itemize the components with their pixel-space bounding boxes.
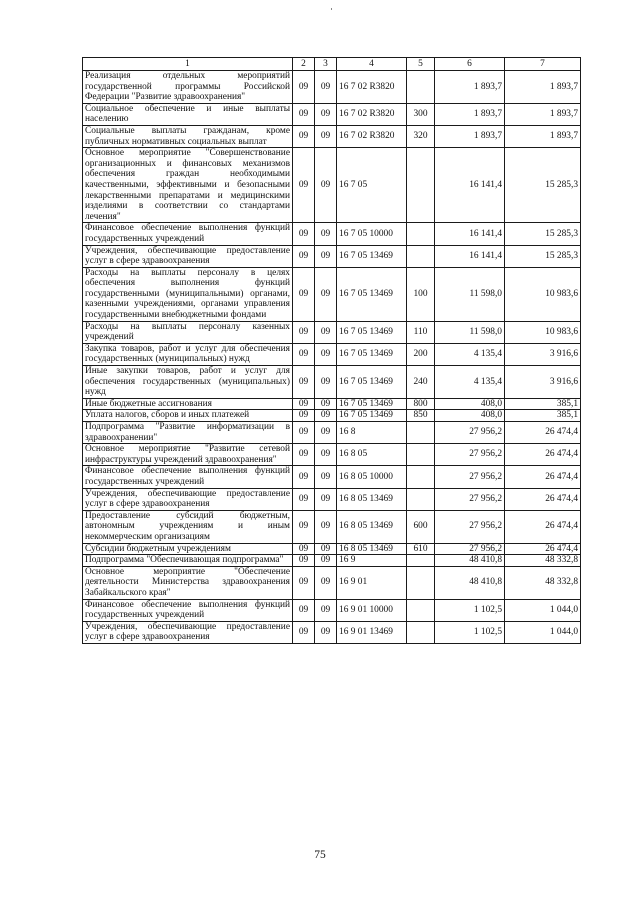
section-code-cell: 09 xyxy=(293,71,315,104)
expense-type-cell: 850 xyxy=(407,410,435,422)
section-code-cell: 09 xyxy=(293,398,315,410)
subsection-code-cell: 09 xyxy=(315,343,337,365)
row-name-cell: Финансовое обеспечение выполнения функций государственных учреждений xyxy=(83,223,293,245)
expense-type-cell: 240 xyxy=(407,366,435,399)
section-code-cell: 09 xyxy=(293,321,315,343)
table-header-row xyxy=(83,58,581,71)
amount-actual-cell: 10 983,6 xyxy=(505,267,581,321)
table-row xyxy=(83,343,581,365)
section-code-cell: 09 xyxy=(293,466,315,488)
expense-type-cell xyxy=(407,566,435,599)
section-code-cell: 09 xyxy=(293,267,315,321)
target-article-cell: 16 8 05 13469 xyxy=(337,510,407,543)
subsection-code-cell: 09 xyxy=(315,103,337,125)
amount-plan-cell: 408,0 xyxy=(435,410,505,422)
target-article-cell: 16 8 05 13469 xyxy=(337,488,407,510)
row-name-cell: Субсидии бюджетным учреждениям xyxy=(83,543,293,555)
amount-actual-cell: 15 285,3 xyxy=(505,223,581,245)
target-article-cell: 16 7 05 13469 xyxy=(337,321,407,343)
section-code-cell: 09 xyxy=(293,555,315,567)
amount-actual-cell: 3 916,6 xyxy=(505,366,581,399)
row-name-cell: Финансовое обеспечение выполнения функций государственных учреждений xyxy=(83,599,293,621)
expense-type-cell xyxy=(407,555,435,567)
table-row xyxy=(83,223,581,245)
column-header: 4 xyxy=(337,58,407,71)
row-name-cell: Расходы на выплаты персоналу в целях обеспечения выполнения функций государственными (муниципальными) органами, казенными учреждениями, органами управления государственными внебюджетными фондами xyxy=(83,267,293,321)
subsection-code-cell: 09 xyxy=(315,410,337,422)
table-row xyxy=(83,267,581,321)
target-article-cell: 16 7 05 13469 xyxy=(337,366,407,399)
subsection-code-cell: 09 xyxy=(315,488,337,510)
amount-actual-cell: 26 474,4 xyxy=(505,488,581,510)
amount-actual-cell: 26 474,4 xyxy=(505,444,581,466)
row-name-cell: Основное мероприятие "Совершенствование организационных и финансовых механизмов обеспечения граждан необходимыми качественными, эффективными и безопасными лекарственными препаратами и медицинскими изделиями в соответствии со стандартами лечения" xyxy=(83,148,293,223)
expense-type-cell xyxy=(407,148,435,223)
section-code-cell: 09 xyxy=(293,599,315,621)
table-row xyxy=(83,148,581,223)
row-name-cell: Закупка товаров, работ и услуг для обеспечения государственных (муниципальных) нужд xyxy=(83,343,293,365)
amount-actual-cell: 385,1 xyxy=(505,398,581,410)
row-name-cell: Предоставление субсидий бюджетным, автономным учреждениям и иным некоммерческим организациям xyxy=(83,510,293,543)
subsection-code-cell: 09 xyxy=(315,510,337,543)
target-article-cell: 16 9 01 xyxy=(337,566,407,599)
amount-actual-cell: 26 474,4 xyxy=(505,466,581,488)
target-article-cell: 16 9 01 10000 xyxy=(337,599,407,621)
target-article-cell: 16 7 05 13469 xyxy=(337,343,407,365)
amount-plan-cell: 27 956,2 xyxy=(435,543,505,555)
table-row xyxy=(83,466,581,488)
expense-type-cell xyxy=(407,245,435,267)
target-article-cell: 16 7 05 13469 xyxy=(337,245,407,267)
row-name-cell: Расходы на выплаты персоналу казенных учреждений xyxy=(83,321,293,343)
subsection-code-cell: 09 xyxy=(315,267,337,321)
page-number: 75 xyxy=(314,849,326,861)
target-article-cell: 16 7 05 10000 xyxy=(337,223,407,245)
expense-type-cell: 320 xyxy=(407,125,435,147)
amount-actual-cell: 26 474,4 xyxy=(505,510,581,543)
expense-type-cell: 300 xyxy=(407,103,435,125)
expense-type-cell xyxy=(407,466,435,488)
amount-plan-cell: 27 956,2 xyxy=(435,488,505,510)
subsection-code-cell: 09 xyxy=(315,599,337,621)
section-code-cell: 09 xyxy=(293,488,315,510)
table-row xyxy=(83,444,581,466)
expense-type-cell: 200 xyxy=(407,343,435,365)
section-code-cell: 09 xyxy=(293,444,315,466)
subsection-code-cell: 09 xyxy=(315,148,337,223)
section-code-cell: 09 xyxy=(293,125,315,147)
subsection-code-cell: 09 xyxy=(315,71,337,104)
column-header: 7 xyxy=(505,58,581,71)
expense-type-cell xyxy=(407,223,435,245)
expense-type-cell: 610 xyxy=(407,543,435,555)
subsection-code-cell: 09 xyxy=(315,125,337,147)
column-header: 1 xyxy=(83,58,293,71)
target-article-cell: 16 8 05 xyxy=(337,444,407,466)
column-header: 3 xyxy=(315,58,337,71)
row-name-cell: Реализация отдельных мероприятий государственной программы Российской Федерации "Развитие здравоохранения" xyxy=(83,71,293,104)
row-name-cell: Социальное обеспечение и иные выплаты населению xyxy=(83,103,293,125)
subsection-code-cell: 09 xyxy=(315,621,337,643)
table-row xyxy=(83,599,581,621)
amount-plan-cell: 16 141,4 xyxy=(435,245,505,267)
amount-plan-cell: 1 102,5 xyxy=(435,621,505,643)
amount-plan-cell: 48 410,8 xyxy=(435,566,505,599)
target-article-cell: 16 7 02 R3820 xyxy=(337,103,407,125)
subsection-code-cell: 09 xyxy=(315,555,337,567)
section-code-cell: 09 xyxy=(293,148,315,223)
amount-actual-cell: 15 285,3 xyxy=(505,148,581,223)
section-code-cell: 09 xyxy=(293,366,315,399)
budget-table xyxy=(82,57,581,644)
amount-actual-cell: 3 916,6 xyxy=(505,343,581,365)
table-row xyxy=(83,125,581,147)
target-article-cell: 16 7 05 xyxy=(337,148,407,223)
row-name-cell: Учреждения, обеспечивающие предоставление услуг в сфере здравоохранения xyxy=(83,245,293,267)
table-row xyxy=(83,488,581,510)
row-name-cell: Финансовое обеспечение выполнения функций государственных учреждений xyxy=(83,466,293,488)
table-row xyxy=(83,621,581,643)
table-row xyxy=(83,422,581,444)
amount-plan-cell: 11 598,0 xyxy=(435,321,505,343)
subsection-code-cell: 09 xyxy=(315,245,337,267)
row-name-cell: Социальные выплаты гражданам, кроме публичных нормативных социальных выплат xyxy=(83,125,293,147)
target-article-cell: 16 7 05 13469 xyxy=(337,410,407,422)
table-row xyxy=(83,398,581,410)
row-name-cell: Уплата налогов, сборов и иных платежей xyxy=(83,410,293,422)
expense-type-cell xyxy=(407,71,435,104)
amount-actual-cell: 48 332,8 xyxy=(505,566,581,599)
table-row xyxy=(83,555,581,567)
subsection-code-cell: 09 xyxy=(315,566,337,599)
amount-plan-cell: 1 893,7 xyxy=(435,103,505,125)
amount-plan-cell: 4 135,4 xyxy=(435,343,505,365)
expense-type-cell: 600 xyxy=(407,510,435,543)
subsection-code-cell: 09 xyxy=(315,543,337,555)
table-row xyxy=(83,566,581,599)
table-row xyxy=(83,103,581,125)
amount-actual-cell: 1 044,0 xyxy=(505,621,581,643)
expense-type-cell xyxy=(407,422,435,444)
row-name-cell: Учреждения, обеспечивающие предоставление услуг в сфере здравоохранения xyxy=(83,621,293,643)
section-code-cell: 09 xyxy=(293,223,315,245)
amount-plan-cell: 27 956,2 xyxy=(435,510,505,543)
target-article-cell: 16 7 02 R3820 xyxy=(337,125,407,147)
amount-plan-cell: 4 135,4 xyxy=(435,366,505,399)
expense-type-cell xyxy=(407,488,435,510)
row-name-cell: Учреждения, обеспечивающие предоставление услуг в сфере здравоохранения xyxy=(83,488,293,510)
section-code-cell: 09 xyxy=(293,103,315,125)
expense-type-cell xyxy=(407,444,435,466)
target-article-cell: 16 7 05 13469 xyxy=(337,398,407,410)
subsection-code-cell: 09 xyxy=(315,422,337,444)
amount-actual-cell: 1 893,7 xyxy=(505,71,581,104)
target-article-cell: 16 9 xyxy=(337,555,407,567)
row-name-cell: Иные закупки товаров, работ и услуг для обеспечения государственных (муниципальных) нужд xyxy=(83,366,293,399)
section-code-cell: 09 xyxy=(293,245,315,267)
table-row xyxy=(83,321,581,343)
table-body xyxy=(83,71,581,644)
section-code-cell: 09 xyxy=(293,621,315,643)
amount-plan-cell: 408,0 xyxy=(435,398,505,410)
amount-plan-cell: 27 956,2 xyxy=(435,422,505,444)
amount-actual-cell: 26 474,4 xyxy=(505,543,581,555)
amount-plan-cell: 48 410,8 xyxy=(435,555,505,567)
amount-actual-cell: 1 893,7 xyxy=(505,125,581,147)
amount-actual-cell: 385,1 xyxy=(505,410,581,422)
section-code-cell: 09 xyxy=(293,410,315,422)
amount-plan-cell: 27 956,2 xyxy=(435,466,505,488)
column-header: 2 xyxy=(293,58,315,71)
subsection-code-cell: 09 xyxy=(315,321,337,343)
amount-plan-cell: 16 141,4 xyxy=(435,148,505,223)
section-code-cell: 09 xyxy=(293,510,315,543)
amount-actual-cell: 10 983,6 xyxy=(505,321,581,343)
section-code-cell: 09 xyxy=(293,343,315,365)
amount-actual-cell: 1 044,0 xyxy=(505,599,581,621)
amount-plan-cell: 16 141,4 xyxy=(435,223,505,245)
target-article-cell: 16 9 01 13469 xyxy=(337,621,407,643)
amount-actual-cell: 1 893,7 xyxy=(505,103,581,125)
scan-speck xyxy=(331,8,332,10)
table-row xyxy=(83,71,581,104)
subsection-code-cell: 09 xyxy=(315,223,337,245)
amount-plan-cell: 1 893,7 xyxy=(435,71,505,104)
table-row xyxy=(83,410,581,422)
table-row xyxy=(83,510,581,543)
table-row xyxy=(83,245,581,267)
target-article-cell: 16 8 05 10000 xyxy=(337,466,407,488)
amount-actual-cell: 26 474,4 xyxy=(505,422,581,444)
section-code-cell: 09 xyxy=(293,543,315,555)
row-name-cell: Основное мероприятие "Обеспечение деятельности Министерства здравоохранения Забайкальского края" xyxy=(83,566,293,599)
subsection-code-cell: 09 xyxy=(315,366,337,399)
target-article-cell: 16 7 05 13469 xyxy=(337,267,407,321)
subsection-code-cell: 09 xyxy=(315,444,337,466)
section-code-cell: 09 xyxy=(293,566,315,599)
expense-type-cell xyxy=(407,621,435,643)
expense-type-cell: 100 xyxy=(407,267,435,321)
row-name-cell: Подпрограмма "Развитие информатизации в здравоохранении" xyxy=(83,422,293,444)
amount-plan-cell: 11 598,0 xyxy=(435,267,505,321)
column-header: 6 xyxy=(435,58,505,71)
expense-type-cell: 800 xyxy=(407,398,435,410)
amount-actual-cell: 48 332,8 xyxy=(505,555,581,567)
amount-plan-cell: 27 956,2 xyxy=(435,444,505,466)
subsection-code-cell: 09 xyxy=(315,398,337,410)
expense-type-cell: 110 xyxy=(407,321,435,343)
section-code-cell: 09 xyxy=(293,422,315,444)
row-name-cell: Иные бюджетные ассигнования xyxy=(83,398,293,410)
target-article-cell: 16 8 05 13469 xyxy=(337,543,407,555)
amount-actual-cell: 15 285,3 xyxy=(505,245,581,267)
table-row xyxy=(83,366,581,399)
row-name-cell: Основное мероприятие "Развитие сетевой инфраструктуры учреждений здравоохранения" xyxy=(83,444,293,466)
column-header: 5 xyxy=(407,58,435,71)
amount-plan-cell: 1 102,5 xyxy=(435,599,505,621)
amount-plan-cell: 1 893,7 xyxy=(435,125,505,147)
row-name-cell: Подпрограмма "Обеспечивающая подпрограмма" xyxy=(83,555,293,567)
target-article-cell: 16 7 02 R3820 xyxy=(337,71,407,104)
table-row xyxy=(83,543,581,555)
expense-type-cell xyxy=(407,599,435,621)
subsection-code-cell: 09 xyxy=(315,466,337,488)
target-article-cell: 16 8 xyxy=(337,422,407,444)
